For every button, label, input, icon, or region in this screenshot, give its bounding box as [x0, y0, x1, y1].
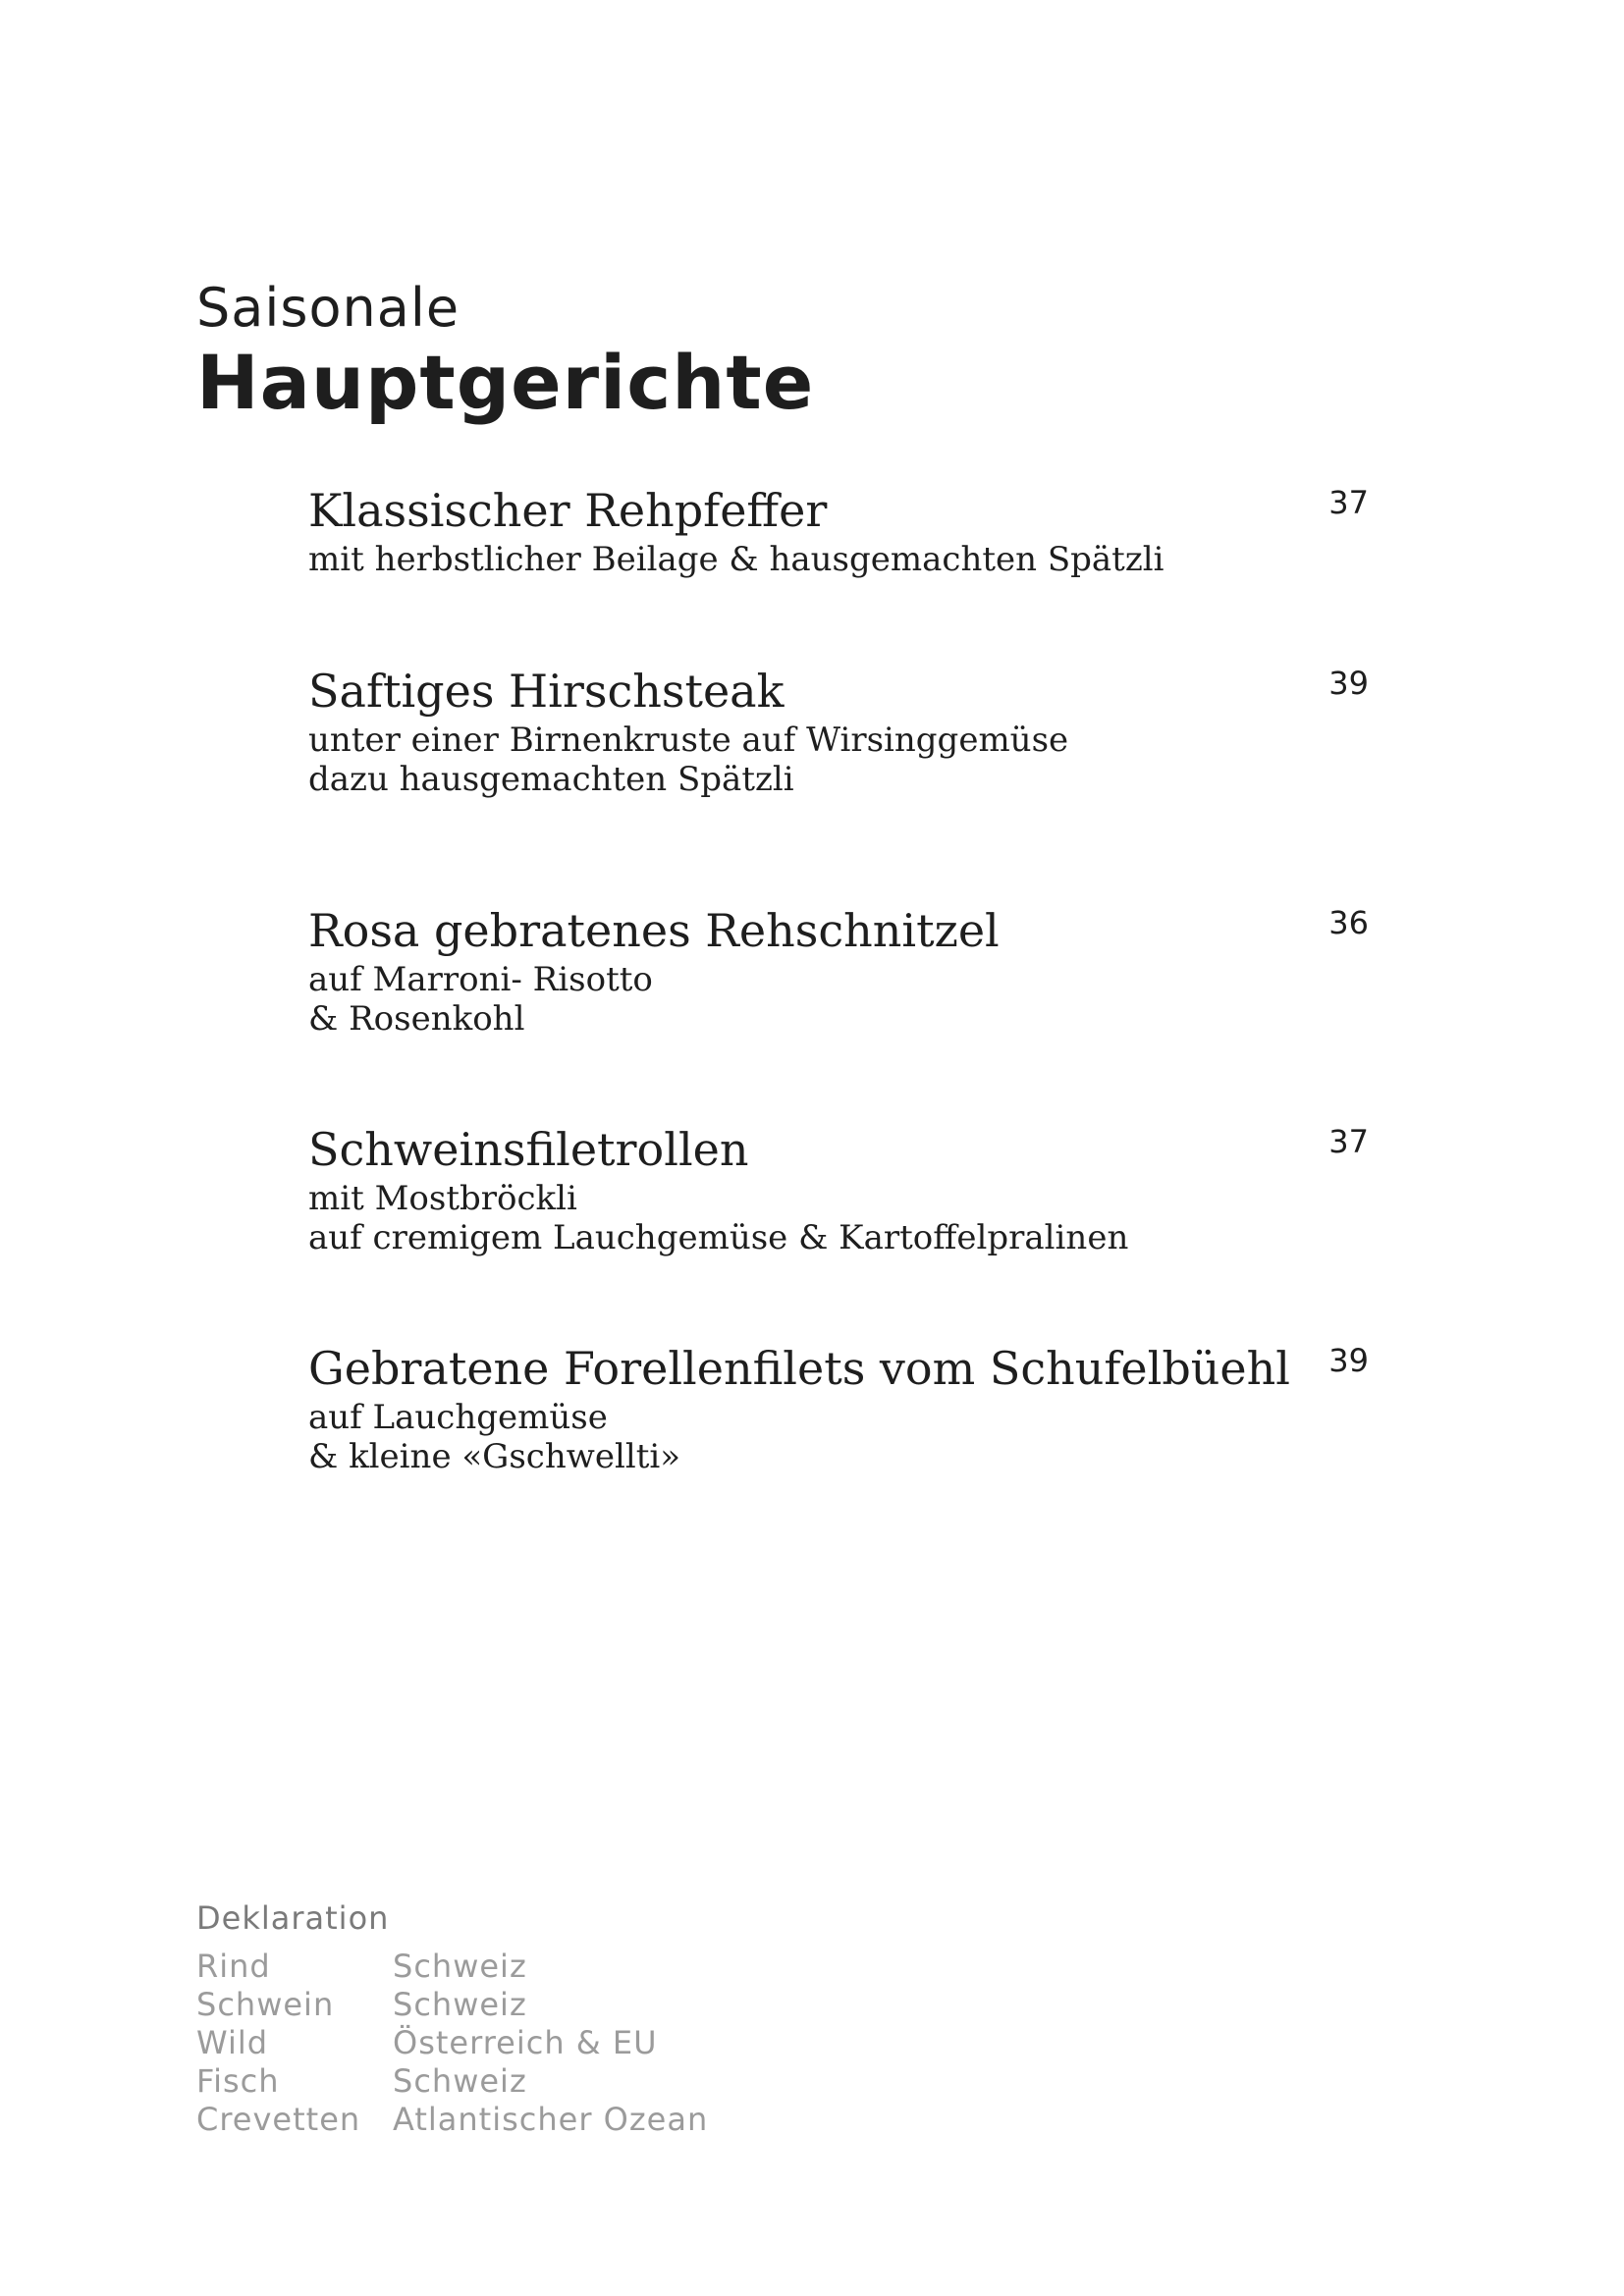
dish-description: auf cremigem Lauchgemüse & Kartoffelpralinen — [308, 1218, 1129, 1257]
dish-description: dazu hausgemachten Spätzli — [308, 760, 794, 799]
menu-heading — [196, 277, 814, 426]
dish-price: 37 — [1328, 484, 1369, 521]
dish-description: mit Mostbröckli — [308, 1179, 577, 1218]
declaration-origin: Österreich & EU — [393, 2024, 658, 2061]
dish-description: & kleine «Gschwellti» — [308, 1437, 681, 1476]
dish-name: Klassischer Rehpfeffer — [308, 484, 828, 537]
declaration-origin: Schweiz — [393, 2062, 527, 2100]
declaration-row — [196, 1948, 708, 1986]
dish-item-hirschsteak — [308, 662, 1369, 799]
dish-item-rehschnitzel — [308, 901, 1369, 1039]
declaration-category: Fisch — [196, 2062, 280, 2100]
declaration-row — [196, 2024, 708, 2062]
declaration-category: Wild — [196, 2024, 269, 2061]
declaration-row — [196, 2101, 708, 2139]
dish-item-schweinsfiletrollen — [308, 1120, 1369, 1257]
dish-price: 37 — [1328, 1123, 1369, 1160]
dish-name: Rosa gebratenes Rehschnitzel — [308, 904, 1000, 957]
dish-item-rehpfeffer — [308, 481, 1369, 579]
dish-description: unter einer Birnenkruste auf Wirsinggemüse — [308, 721, 1069, 760]
declaration-title: Deklaration — [196, 1899, 390, 1937]
dish-description: & Rosenkohl — [308, 999, 525, 1039]
dish-name: Schweinsfiletrollen — [308, 1123, 749, 1176]
dish-price: 39 — [1328, 665, 1369, 702]
dish-description: auf Marroni- Risotto — [308, 960, 653, 999]
declaration-category: Crevetten — [196, 2101, 361, 2138]
declaration-origin: Schweiz — [393, 1948, 527, 1985]
menu-subtitle: Saisonale — [196, 277, 460, 339]
dish-description: mit herbstlicher Beilage & hausgemachten Spätzli — [308, 540, 1164, 579]
declaration-section — [196, 1896, 708, 2139]
declaration-origin: Atlantischer Ozean — [393, 2101, 709, 2138]
declaration-row — [196, 2062, 708, 2101]
declaration-category: Rind — [196, 1948, 271, 1985]
dish-price: 36 — [1328, 904, 1369, 941]
dish-item-forellenfilets — [308, 1339, 1369, 1476]
declaration-category: Schwein — [196, 1986, 335, 2023]
dish-price: 39 — [1328, 1342, 1369, 1379]
declaration-row — [196, 1986, 708, 2024]
declaration-origin: Schweiz — [393, 1986, 527, 2023]
menu-title: Hauptgerichte — [196, 339, 815, 426]
dish-name: Gebratene Forellenfilets vom Schufelbüehl — [308, 1342, 1290, 1395]
dish-name: Saftiges Hirschsteak — [308, 665, 785, 718]
dish-description: auf Lauchgemüse — [308, 1398, 608, 1437]
